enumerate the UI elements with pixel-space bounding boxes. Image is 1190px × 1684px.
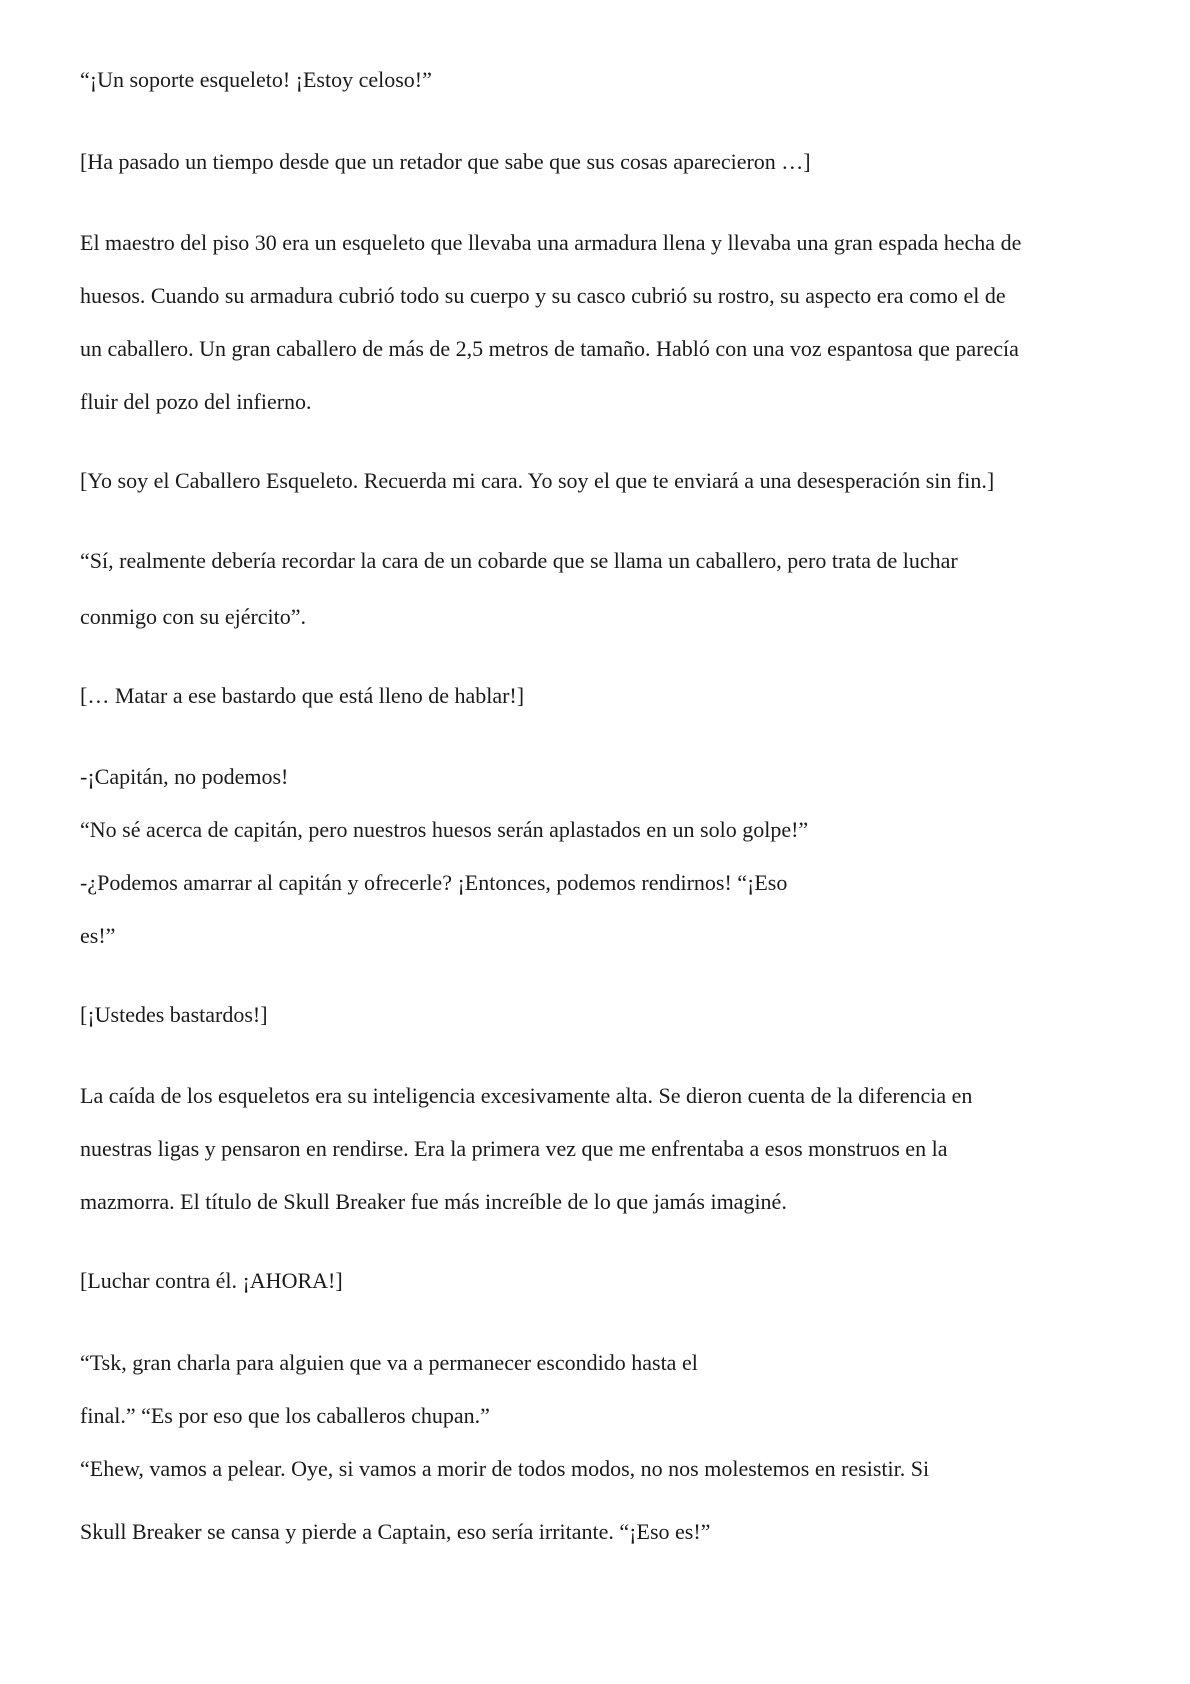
text-line: La caída de los esqueletos era su inteligencia excesivamente alta. Se dieron cuenta de la diferencia en [80,1083,973,1108]
text-line: huesos. Cuando su armadura cubrió todo su cuerpo y su casco cubrió su rostro, su aspecto era como el de [80,283,1006,308]
text-line: “Tsk, gran charla para alguien que va a permanecer escondido hasta el [80,1350,698,1375]
text-line: “Ehew, vamos a pelear. Oye, si vamos a morir de todos modos, no nos molestemos en resistir. Si [80,1456,930,1481]
text-line: Skull Breaker se cansa y pierde a Captain, eso sería irritante. “¡Eso es!” [80,1519,711,1544]
text-line: [Yo soy el Caballero Esqueleto. Recuerda mi cara. Yo soy el que te enviará a una desesperación sin fin.] [80,468,995,493]
text-line: [… Matar a ese bastardo que está lleno de hablar!] [80,683,525,708]
text-line: El maestro del piso 30 era un esqueleto que llevaba una armadura llena y llevaba una gran espada hecha de [80,230,1022,255]
text-line: “Sí, realmente debería recordar la cara de un cobarde que se llama un caballero, pero trata de luchar [80,548,958,573]
text-line: [Luchar contra él. ¡AHORA!] [80,1268,343,1293]
text-line: final.” “Es por eso que los caballeros chupan.” [80,1403,490,1428]
text-line: “No sé acerca de capitán, pero nuestros huesos serán aplastados en un solo golpe!” [80,817,809,842]
text-line: es!” [80,923,116,948]
text-line: -¡Capitán, no podemos! [80,764,289,789]
text-line: nuestras ligas y pensaron en rendirse. Era la primera vez que me enfrentaba a esos monstruos en la [80,1136,948,1161]
text-line: fluir del pozo del infierno. [80,389,312,414]
text-line: [Ha pasado un tiempo desde que un retador que sabe que sus cosas aparecieron …] [80,149,811,174]
text-line: [¡Ustedes bastardos!] [80,1002,268,1027]
text-line: mazmorra. El título de Skull Breaker fue más increíble de lo que jamás imaginé. [80,1189,787,1214]
text-line: -¿Podemos amarrar al capitán y ofrecerle? ¡Entonces, podemos rendirnos! “¡Eso [80,870,788,895]
text-line: un caballero. Un gran caballero de más de 2,5 metros de tamaño. Habló con una voz espantosa que parecía [80,336,1019,361]
text-line: “¡Un soporte esqueleto! ¡Estoy celoso!” [80,67,432,92]
text-line: conmigo con su ejército”. [80,604,307,629]
